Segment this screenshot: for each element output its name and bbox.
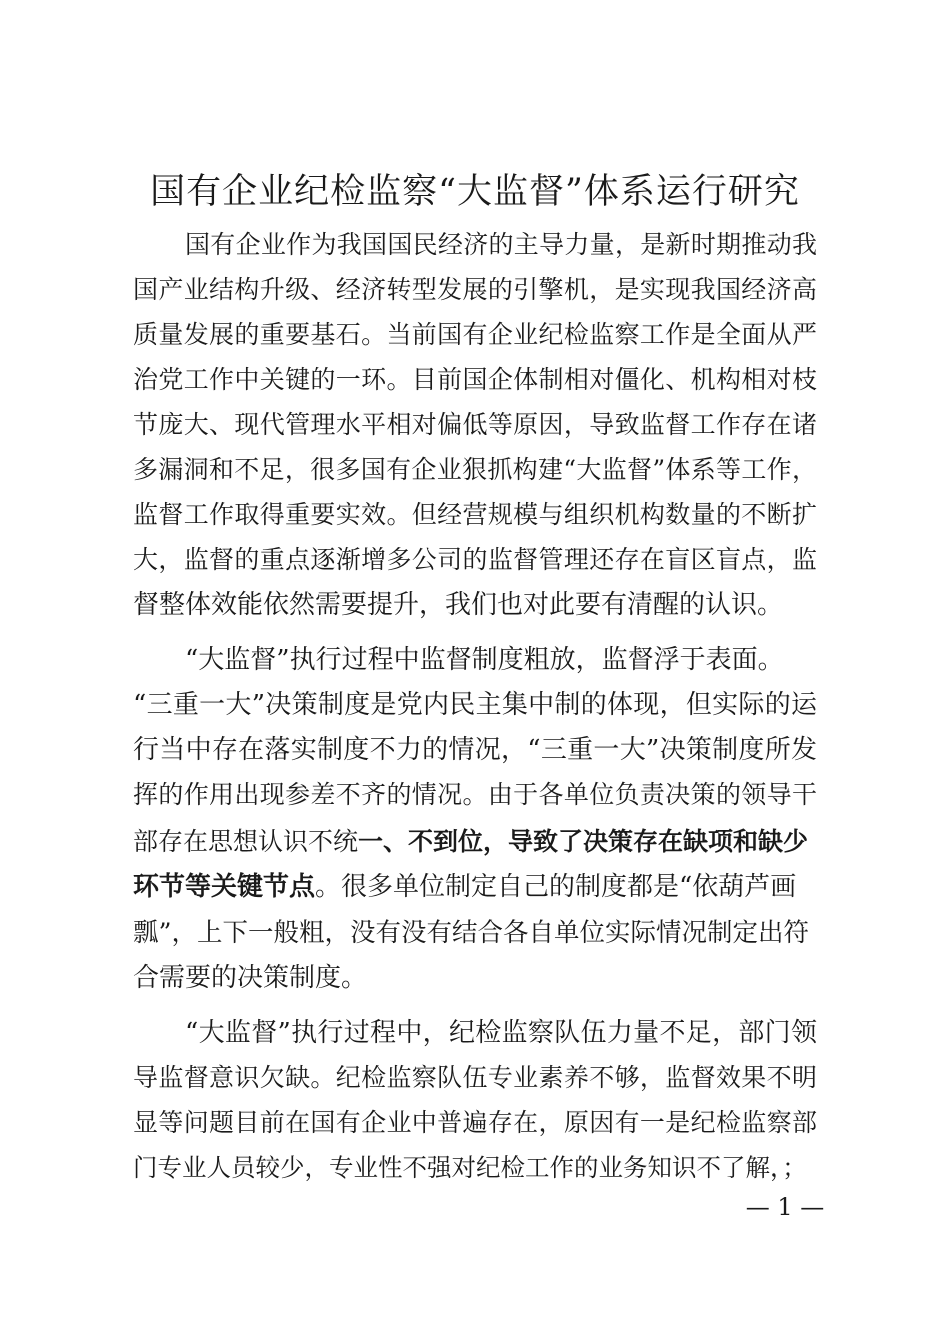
paragraph-1-line-2: 国产业结构升级、经济转型发展的引擎机，是实现我国经济高 (133, 275, 817, 304)
paragraph-1-line-4: 治党工作中关键的一环。目前国企体制相对僵化、机构相对枝 (133, 365, 817, 394)
paragraph-3-line-1: “大监督”执行过程中，纪检监察队伍力量不足，部门领 (185, 1018, 817, 1048)
paragraph-3-line-3: 显等问题目前在国有企业中普遍存在，原因有一是纪检监察部 (133, 1108, 817, 1137)
paragraph-2-line-8: 合需要的决策制度。 (133, 963, 368, 993)
page-number: — 1 — (745, 1193, 825, 1221)
page-title: 国有企业纪检监察“大监督”体系运行研究 (150, 172, 800, 212)
paragraph-3-line-4: 门专业人员较少，专业性不强对纪检工作的业务知识不了解，； (133, 1153, 807, 1182)
paragraph-2-line-1: “大监督”执行过程中监督制度粗放，监督浮于表面。 (185, 645, 784, 675)
paragraph-1-line-7: 监督工作取得重要实效。但经营规模与组织机构数量的不断扩 (133, 500, 817, 529)
paragraph-2-line-5-plain: 部存在思想认识不统 (133, 827, 359, 856)
paragraph-2-line-7: 瓢”，上下一般粗，没有没有结合各自单位实际情况制定出符 (133, 918, 810, 948)
paragraph-2-line-2: “三重一大”决策制度是党内民主集中制的体现，但实际的运 (133, 690, 817, 720)
paragraph-2-line-6-bold: 环节等关键节点 (133, 872, 316, 902)
paragraph-1-line-6: 多漏洞和不足，很多国有企业狠抓构建“大监督”体系等工作， (133, 455, 817, 484)
paragraph-2-line-3: 行当中存在落实制度不力的情况，“三重一大”决策制度所发 (133, 735, 817, 765)
paragraph-2-line-6 (133, 867, 817, 907)
paragraph-2-line-5 (133, 822, 817, 862)
paragraph-2-line-5-bold: 一、不到位，导致了决策存在缺项和缺少 (358, 827, 809, 856)
paragraph-3-line-2: 导监督意识欠缺。纪检监察队伍专业素养不够，监督效果不明 (133, 1063, 817, 1092)
paragraph-1-line-1: 国有企业作为我国国民经济的主导力量，是新时期推动我 (185, 230, 817, 259)
paragraph-1-line-8: 大，监督的重点逐渐增多公司的监督管理还存在盲区盲点，监 (133, 545, 817, 574)
paragraph-2-line-4: 挥的作用出现参差不齐的情况。由于各单位负责决策的领导干 (133, 780, 817, 809)
paragraph-1-line-9: 督整体效能依然需要提升，我们也对此要有清醒的认识。 (133, 590, 784, 620)
paragraph-1-line-5: 节庞大、现代管理水平相对偏低等原因，导致监督工作存在诸 (133, 410, 817, 439)
paragraph-1-line-3: 质量发展的重要基石。当前国有企业纪检监察工作是全面从严 (133, 320, 817, 349)
paragraph-2-line-6-plain: 。很多单位制定自己的制度都是“依葫芦画 (315, 872, 797, 902)
